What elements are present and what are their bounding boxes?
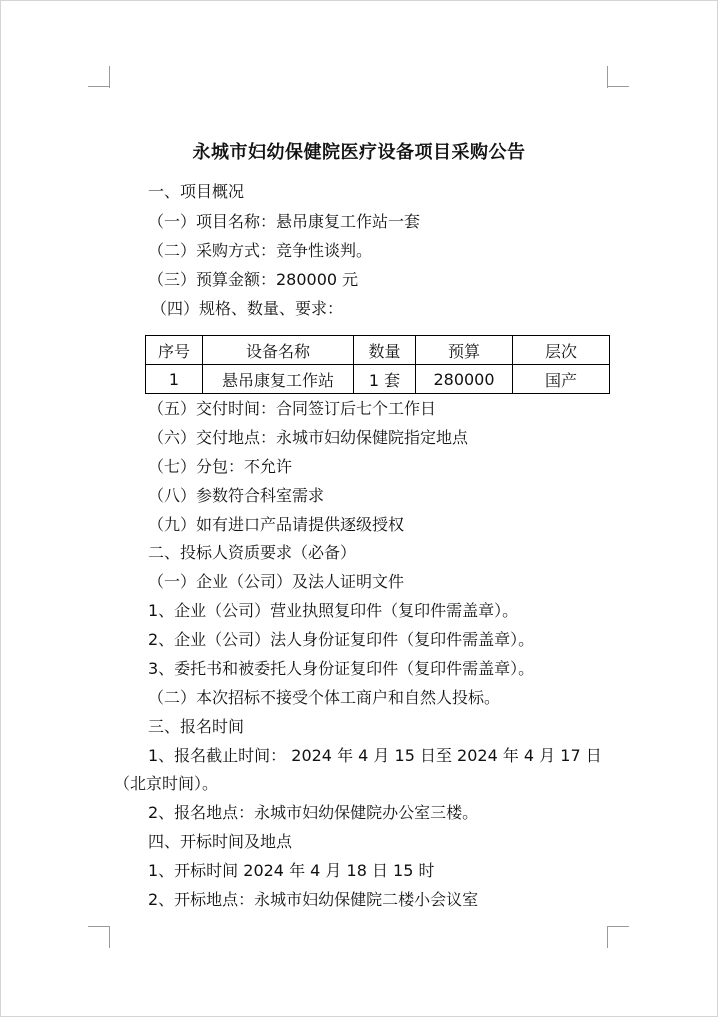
body-line: （八）参数符合科室需求 xyxy=(148,486,325,505)
table-row xyxy=(146,365,610,394)
spec-table xyxy=(145,335,610,394)
body-line: 3、委托书和被委托人身份证复印件（复印件需盖章）。 xyxy=(148,659,535,678)
body-line: （五）交付时间：合同签订后七个工作日 xyxy=(148,399,437,418)
body-line: （六）交付地点：永城市妇幼保健院指定地点 xyxy=(148,428,469,447)
body-line: 2、企业（公司）法人身份证复印件（复印件需盖章）。 xyxy=(148,630,535,649)
section-heading: 一、项目概况 xyxy=(148,182,245,201)
body-line: （七）分包：不允许 xyxy=(148,457,293,476)
body-line: （三）预算金额：280000 元 xyxy=(148,270,359,289)
crop-mark xyxy=(109,926,110,948)
table-header-cell: 数量 xyxy=(354,336,416,365)
crop-mark xyxy=(109,66,110,88)
table-cell: 国产 xyxy=(513,365,610,394)
section-heading: 二、投标人资质要求（必备） xyxy=(148,543,357,562)
crop-mark xyxy=(88,86,110,87)
table-header-row xyxy=(146,336,610,365)
body-line: 1、企业（公司）营业执照复印件（复印件需盖章）。 xyxy=(148,601,519,620)
crop-mark xyxy=(607,926,608,948)
table-header-cell: 层次 xyxy=(513,336,610,365)
body-line: 2、报名地点：永城市妇幼保健院办公室三楼。 xyxy=(148,803,479,822)
table-cell: 1 套 xyxy=(354,365,416,394)
table-header-cell: 设备名称 xyxy=(203,336,354,365)
body-line: （四）规格、数量、要求： xyxy=(151,299,344,318)
table-cell: 悬吊康复工作站 xyxy=(203,365,354,394)
body-line: （北京时间）。 xyxy=(114,774,219,793)
table-header-cell: 预算 xyxy=(416,336,513,365)
table-header-cell: 序号 xyxy=(146,336,203,365)
body-line: （九）如有进口产品请提供逐级授权 xyxy=(148,515,405,534)
crop-mark xyxy=(607,86,629,87)
body-line: 2、开标地点：永城市妇幼保健院二楼小会议室 xyxy=(148,890,479,909)
section-heading: 四、开标时间及地点 xyxy=(148,832,293,851)
table-cell: 1 xyxy=(146,365,203,394)
body-line: 1、开标时间 2024 年 4 月 18 日 15 时 xyxy=(148,861,435,880)
crop-mark xyxy=(88,926,110,927)
body-line: （一）项目名称：悬吊康复工作站一套 xyxy=(148,212,421,231)
crop-mark xyxy=(607,926,629,927)
section-heading: 三、报名时间 xyxy=(148,717,245,736)
body-line: 1、报名截止时间： 2024 年 4 月 15 日至 2024 年 4 月 17 日 xyxy=(148,746,602,765)
body-line: （二）本次招标不接受个体工商户和自然人投标。 xyxy=(148,688,501,707)
crop-mark xyxy=(607,66,608,88)
body-line: （二）采购方式：竞争性谈判。 xyxy=(148,241,373,260)
body-line: （一）企业（公司）及法人证明文件 xyxy=(148,572,405,591)
table-cell: 280000 xyxy=(416,365,513,394)
document-title: 永城市妇幼保健院医疗设备项目采购公告 xyxy=(192,142,526,163)
